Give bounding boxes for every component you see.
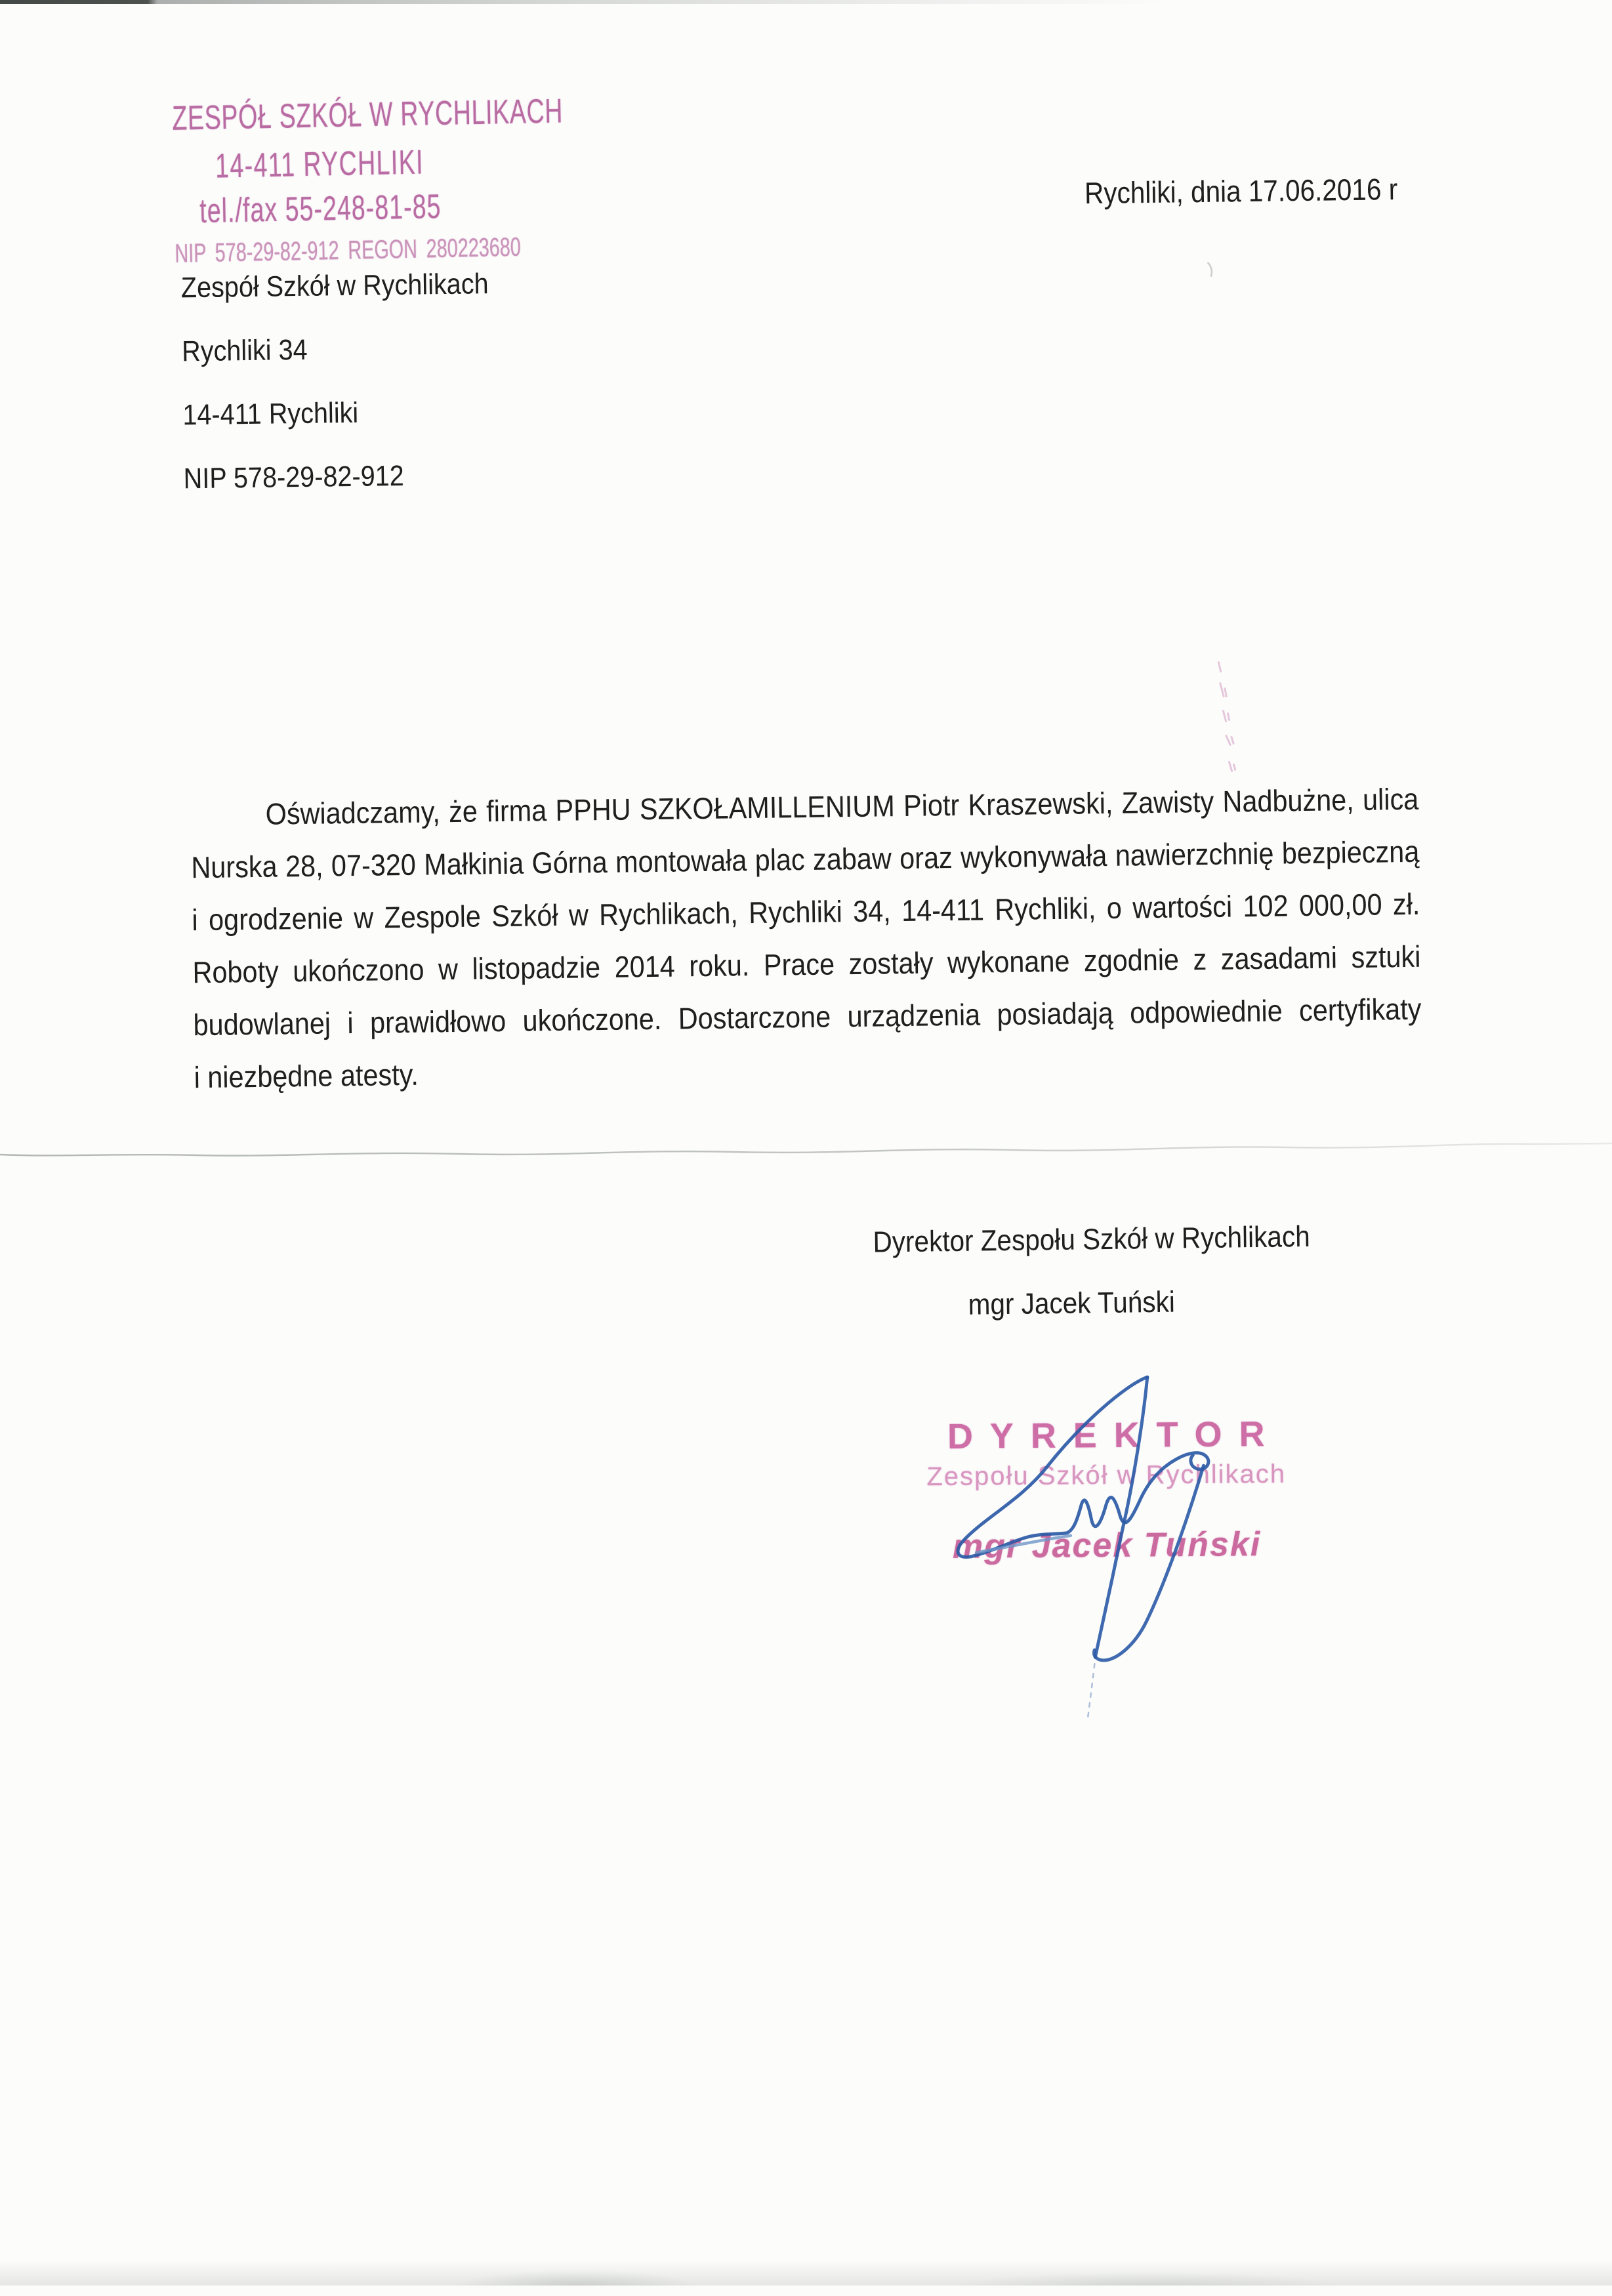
- body-line: Roboty ukończono w listopadzie 2014 roku. Prace zostały wykonane zgodnie z zasadami sztuki: [192, 939, 1421, 990]
- letterhead-stamp: [171, 92, 564, 270]
- director-stamp-subtitle: Zespołu Szkół w Rychlikach: [926, 1459, 1287, 1492]
- body-line: Oświadczamy, że firma PPHU SZKOŁAMILLENIUM Piotr Kraszewski, Zawisty Nadbużne, ulica: [265, 781, 1419, 831]
- body-line: i niezbędne atesty.: [194, 1057, 419, 1095]
- director-stamp-title: DYREKTOR: [947, 1414, 1282, 1456]
- sender-name: Zespół Szkół w Rychlikach: [180, 268, 489, 304]
- body-paragraph: [190, 773, 1422, 1103]
- body-line: Nurska 28, 07-320 Małkinia Górna montowała plac zabaw oraz wykonywała nawierzchnię bezpieczną: [191, 834, 1420, 885]
- scan-bottom-edge-artifact: [0, 2251, 1612, 2286]
- sender-street: Rychliki 34: [181, 333, 308, 368]
- signature-title-block: [873, 1205, 1310, 1338]
- date-line: Rychliki, dnia 17.06.2016 r: [1084, 172, 1398, 211]
- sender-nip: NIP 578-29-82-912: [183, 459, 405, 495]
- director-stamp-name: mgr Jacek Tuński: [952, 1525, 1262, 1566]
- handwritten-signature: [934, 1359, 1248, 1743]
- body-line: i ogrodzenie w Zespole Szkół w Rychlikach, Rychliki 34, 14-411 Rychliki, o wartości 102 000,00 zł.: [192, 886, 1420, 937]
- signatory-name: mgr Jacek Tuński: [968, 1284, 1176, 1321]
- body-line: budowlanej i prawidłowo ukończone. Dostarczone urządzenia posiadają odpowiednie certyfikaty: [193, 991, 1422, 1042]
- stray-pen-tick: [1201, 258, 1228, 287]
- letterhead-stamp-postal: 14-411 RYCHLIKI: [215, 143, 424, 186]
- letterhead-stamp-nip-regon: NIP 578-29-82-912 REGON 280223680: [175, 232, 522, 268]
- sender-city: 14-411 Rychliki: [182, 396, 359, 432]
- sender-address-block: [180, 249, 715, 511]
- letterhead-stamp-phone: tel./fax 55-248-81-85: [199, 188, 442, 231]
- signatory-title: Dyrektor Zespołu Szkół w Rychlikach: [873, 1219, 1310, 1259]
- letterhead-stamp-school-name: ZESPÓŁ SZKÓŁ W RYCHLIKACH: [171, 92, 564, 138]
